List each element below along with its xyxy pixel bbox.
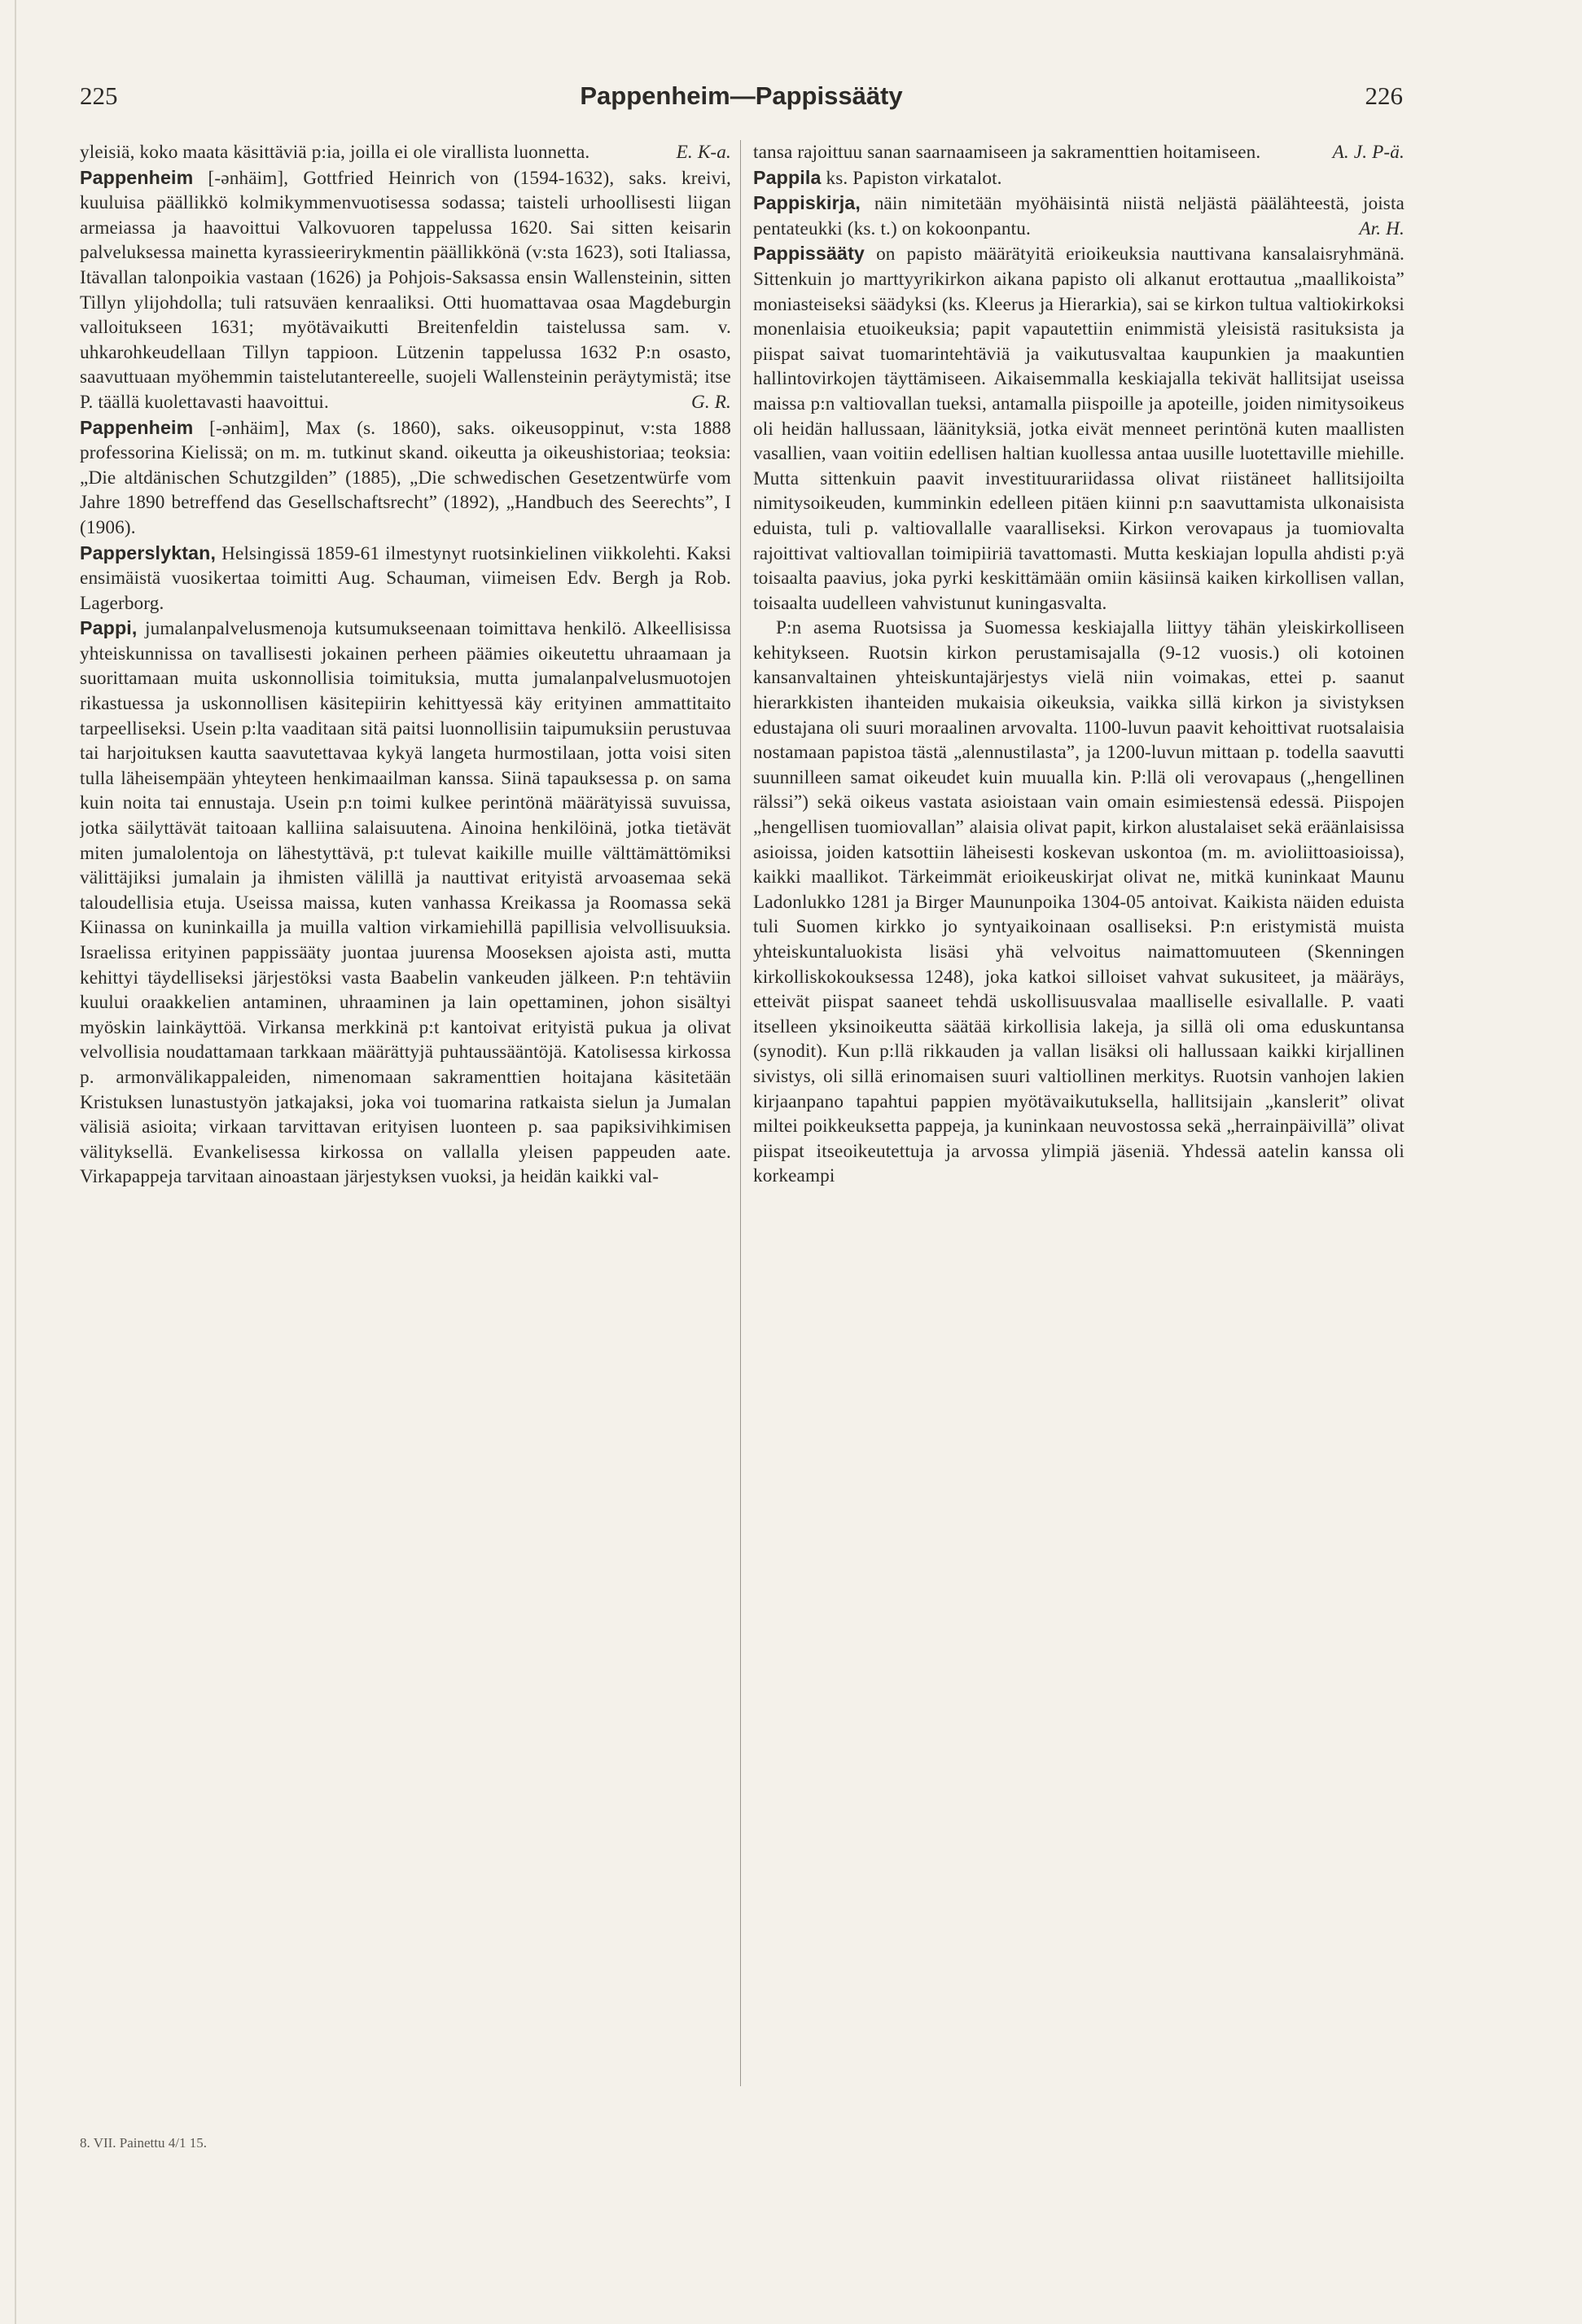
running-title: Pappenheim—Pappissääty [580,81,903,110]
entry-papperslyktan [80,541,731,616]
entry-text: [-ənhäim], Gottfried Heinrich von (1594-1632), saks. kreivi, kuuluisa päällikkö kolmikymmenvuotisessa sodassa; taisteli urhoollisesti liigan armeiassa ja haavoittui Valkovuoren tappelussa 1620. Sai sitten keisarin palveluksessa mainetta kyrassieerirykmentin päällikkönä (v:sta 1623), soti Italiassa, Itävallan talonpoikia vastaan (1626) ja Pohjois-Saksassa ensin Wallensteinin, sitten Tillyn ylijohdolla; tuli ratsuväen kenraaliksi. Otti huomattavaa osaa Magdeburgin valloitukseen 1631; myötävaikutti Breitenfeldin taistelussa sam. v. uhkarohkeudellaan Tillyn tappioon. Lützenin tappelussa 1632 P:n osasto, saavuttuaan myöhemmin taistelutantereelle, suojeli Wallensteinin peräytymistä; itse P. täällä kuolettavasti haavoittui. [80,167,731,413]
entry-headword: Pappissääty [753,243,865,265]
entry-text: yleisiä, koko maata käsittäviä p:ia, joilla ei ole virallista luonnetta. [80,142,590,163]
entry-text: ks. Papiston virkatalot. [821,167,1002,189]
entry-text: on papisto määrätyitä erioikeuksia nauttivana kansalaisryhmänä. Sittenkuin jo marttyyrikirkon aikana papisto oli alkanut erottautua „maallikoista” moniasteiseksi säädyksi (ks. Kleerus ja Hierarkia), sai se kirkon tultua valtiokirkoksi monenlaisia etuoikeuksia; papit vapautettiin enimmistä yleisistä rasituksista ja piispat saivat tuomarintehtäviä ja vaikutusvaltaa kaupunkien ja maakuntien hallintovirkojen täyttämiseen. Aikaisemmalla keskiajalla tekivät hallitsijat useissa maissa p:n valtiovallan tueksi, antamalla piispoille ja apoteille, joiden nimitysoikeus oli heidän hallussaan, läänityksiä, jotka eivät menneet perintönä kuten maallisten vasallien, vaan voitiin edellisen haltian kuollessa antaa uusille luotettaville miehille. Mutta sittenkuin paavit investituurariidassa olivat riistäneet hallitsijoilta nimitysoikeuden, kumminkin edelleen pitäen kiinni p:n saavuttamista ulkonaisista eduista, tuli p. valtiovallalle vaaralliseksi. Kirkon verovapaus ja tuomiovalta rajoittivat valtiovallan toimipiiriä tavattomasti. Mutta keskiajan lopulla ahdisti p:yä toisaalta paavius, joka pyrki keskittämään omiin käsiinsä kaiken kirkollisen vallan, toisaalta uudelleen vahvistunut kuningasvalta. [753,243,1405,614]
entry-pappissaaty-continued [753,616,1405,1189]
entry-pappiskirja [753,191,1405,241]
left-column [80,140,731,2160]
entry-headword: Papperslyktan, [80,542,217,563]
page-header [80,81,1403,114]
author-signature: G. R. [690,391,731,413]
printer-footer: 8. VII. Painettu 4/1 15. [80,2135,207,2151]
entry-continuation [753,140,1405,165]
entry-text: tansa rajoittuu sanan saarnaamiseen ja sakramenttien hoitamiseen. [753,142,1261,163]
entry-text: jumalanpalvelusmenoja kutsumukseenaan toimittava henkilö. Alkeellisissa yhteiskunnissa on tavallisesti jokainen perheen päämies oikeutettu uhraamaan ja suorittamaan muita uskonnollisia toimituksia, mutta jumalanpalvelusmuotojen rikastuessa ja uskonnollisen käsitepiirin kehittyessä käy erityinen ammattitaito tarpeelliseksi. Usein p:lta vaaditaan sitä paitsi luonnollisiin taipumuksiin perustuvaa tai harjoituksen kautta saavutettavaa kykyä langeta hurmostilaan, jotta voisi siten tulla läheisempään yhteyteen henkimaailman kanssa. Siinä tapauksessa p. on sama kuin noita tai ennustaja. Usein p:n toimi kulkee perintönä määrätyissä suvuissa, jotka säilyttävät taitoaan kalliina salaisuutena. Ainoina henkilöinä, jotka tietävät miten jumalolentoja on lähestyttävä, p:t tulevat kaikille muille välttämättömiksi välittäjiksi jumalain ja ihmisten välillä ja nauttivat erityistä arvoasemaa sekä taloudellisia etuja. Useissa maissa, kuten vanhassa Kreikassa ja Roomassa sekä Kiinassa on kuninkailla ja muilla valtion virkamiehillä papillisia velvollisuuksia. Israelissa erityinen pappissääty juontaa juurensa Mooseksen ajoista asti, mutta kehittyi täydelliseksi järjestöksi vasta Baabelin vankeuden jälkeen. P:n tehtäviin kuului oraakkelien antaminen, uhraaminen ja lain opettaminen, johon sisältyi myöskin lainkäyttöä. Virkansa merkkinä p:t kantoivat erityistä pukua ja olivat velvollisia noudattamaan tarkkaan määrättyjä puhtaussääntöjä. Katolisessa kirkossa p. armonvälikappaleiden, nimenomaan sakramenttien hoitajana käsitetään Kristuksen lunastustyön jatkajaksi, joka voi tuomarina ratkaista sielun ja Jumalan välisiä asioita; virkaan tarvittavan erityisen luonteen p. saa papiksivihkimisen välityksellä. Evankelisessa kirkossa on vallalla yleisen pappeuden aate. Virkapappeja tarvitaan ainoastaan järjestyksen vuoksi, ja heidän kaikki val- [80,618,731,1188]
entry-text: näin nimitetään myöhäisintä niistä neljästä päälähteestä, joista pentateukki (ks. t.) on kokoonpantu. [753,193,1405,239]
page-number-right: 226 [1365,81,1403,110]
entry-headword: Pappenheim [80,416,194,438]
column-divider [740,140,741,2086]
entry-pappi [80,616,731,1190]
author-signature: E. K-a. [676,142,731,163]
entry-headword: Pappiskirja, [753,192,861,214]
entry-text: P:n asema Ruotsissa ja Suomessa keskiajalla liittyy tähän yleiskirkolliseen kehitykseen. Ruotsin kirkon perustamisajalla (9-12 vuosis.) oli kotoinen kansanvaltainen yhteiskuntajärjestys vielä niin voimakas, ettei p. saanut hierarkkisten ihanteiden mukaisia oikeuksia, vaikka sillä kirkon ja sivistyksen edustajana oli suuri moraalinen arvovalta. 1100-luvun paavit kehoittivat ruotsalaisia nostamaan papistoa tästä „alennustilasta”, ja 1200-luvun mittaan p. todella saavutti suunnilleen samat oikeudet kuin muualla kin. P:llä oli verovapaus („hengellinen rälssi”) sekä oikeus vastata asioistaan vain omain esimiestensä edessä. Piispojen „hengellisen tuomiovallan” alaisia olivat papit, kirkon alustalaiset sekä eräänlaisissa asioissa, joiden katsottiin läheisesti koskevan uskontoa (m. m. avioliittoasioissa), kaikki maallikot. Tärkeimmät erioikeuskirjat olivat ne, mitkä kuninkaat Maunu Ladonlukko 1281 ja Birger Maununpoika 1304-05 antoivat. Kaikista näiden eduista tuli Suomen kirkko jo syntyaikoinaan osalliseksi. P:n eristymistä muista yhteiskuntaluokista lisäsi yhä velvoitus naimattomuuteen (Skenningen kirkolliskokouksessa 1248), joka katkoi silloiset vahvat sukusiteet, ja määräys, etteivät piispat saaneet tehdä uskollisuusvalaa maalliselle esivallalle. P. vaati itselleen yksinoikeutta säätää kirkollisia lakeja, ja sillä oli oma eduskuntansa (synodit). Kun p:llä rikkauden ja vallan lisäksi oli hallussaan kaikki kirjallinen sivistys, oli sillä erinomaisen suuri valtiollinen merkitys. Ruotsin vanhojen lakien kirjaanpano tapahtui pappien myötävaikutuksella, hallitsijain „kanslerit” olivat miltei poikkeuksetta pappeja, ja kuninkaan neuvostossa sekä „herrainpäivillä” olivat piispat itseoikeutettuja ja arvossa ylimpiä jäseniä. Yhdessä aatelin kanssa oli korkeampi [753,617,1405,1187]
entry-pappenheim-gottfried [80,165,731,415]
page-number-left: 225 [80,81,118,110]
entry-pappenheim-max [80,415,731,541]
author-signature: Ar. H. [1359,217,1405,239]
entry-headword: Pappila [753,166,822,188]
right-column [753,140,1405,2160]
entry-text: [-ənhäim], Max (s. 1860), saks. oikeusoppinut, v:sta 1888 professorina Kielissä; on m. m. tutkinut skand. oikeutta ja oikeushistoriaa; teoksia: „Die altdänischen Schutzgilden” (1885), „Die schwedischen Gesetzentwürfe vom Jahre 1890 betreffend das Gesellschaftsrecht” (1892), „Handbuch des Seerechts”, I (1906). [80,417,731,538]
entry-headword: Pappi, [80,617,138,639]
entry-text: Helsingissä 1859-61 ilmestynyt ruotsinkielinen viikkolehti. Kaksi ensimäistä vuosikertaa toimitti Aug. Schauman, viimeisen Edv. Bergh ja Rob. Lagerborg. [80,542,731,614]
entry-pappissaaty [753,241,1405,616]
entry-pappila [753,165,1405,191]
entry-headword: Pappenheim [80,166,194,188]
author-signature: A. J. P-ä. [1332,142,1405,163]
page-edge [15,0,16,2324]
entry-continuation [80,140,731,165]
